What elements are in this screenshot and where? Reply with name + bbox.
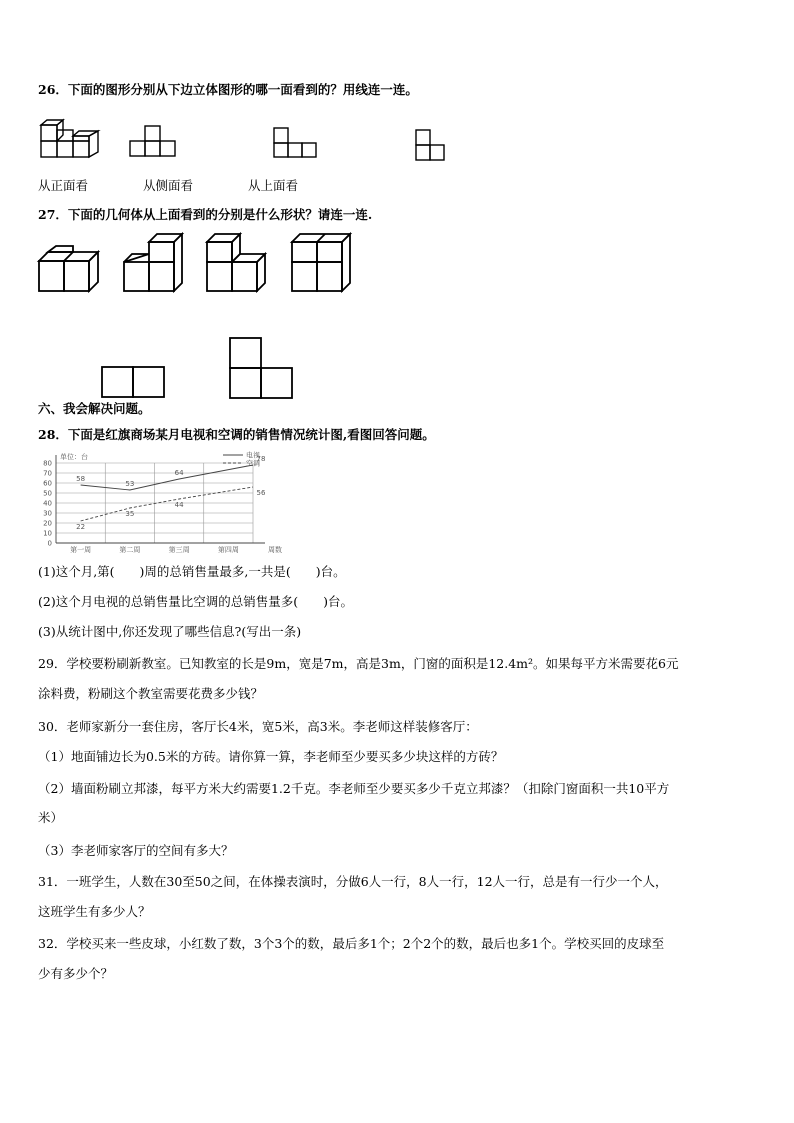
- sales-line-chart: [38, 451, 298, 555]
- q29-line1: 29．学校要粉刷新教室。已知教室的长是9m，宽是7m，高是3m，门窗的面积是12.4m²。如果每平方米需要花6元: [38, 656, 679, 671]
- q27-solid-1: [38, 244, 102, 294]
- y-tick-label: 0: [47, 539, 52, 548]
- data-label: 64: [174, 469, 184, 477]
- q31-line2: 这班学生有多少人？: [38, 904, 151, 919]
- q26-view-a: [130, 124, 180, 160]
- q28-sub2: (2)这个月电视的总销售量比空调的总销售量多( )台。: [38, 594, 353, 609]
- q26-view-b: [272, 126, 322, 160]
- y-tick-label: 80: [43, 459, 52, 468]
- q30-sub3: （3）李老师家客厅的空间有多大？: [38, 843, 234, 858]
- data-label: 56: [256, 489, 266, 497]
- y-tick-label: 10: [43, 529, 52, 538]
- q27-top-view-a: [101, 366, 167, 400]
- q30-sub1: （1）地面铺边长为0.5米的方砖。请你算一算，李老师至少要买多少块这样的方砖？: [38, 749, 504, 764]
- q30-sub2-line2: 米）: [38, 810, 64, 825]
- q26-view-c: [414, 128, 454, 164]
- q29-line2: 涂料费，粉刷这个教室需要花费多少钱？: [38, 686, 264, 701]
- q27-solid-4: [290, 232, 356, 294]
- q26-view-label-side: 从侧面看: [143, 178, 194, 193]
- q27-solid-3: [205, 232, 271, 294]
- q26-title: 26．下面的图形分别从下边立体图形的哪一面看到的？用线连一连。: [38, 82, 418, 97]
- q27-top-view-b: [229, 337, 295, 401]
- x-axis-label: 周数: [268, 546, 282, 554]
- section-6-heading: 六、我会解决问题。: [38, 401, 151, 416]
- series-line-0: [81, 465, 253, 490]
- legend-label: 电视: [246, 451, 260, 460]
- data-label: 22: [76, 523, 86, 531]
- x-tick-label: 第一周: [70, 546, 92, 554]
- x-tick-label: 第四周: [217, 546, 239, 554]
- y-tick-label: 60: [43, 479, 52, 488]
- q31-line1: 31．一班学生，人数在30至50之间，在体操表演时，分做6人一行，8人一行，12人一行，总是有一行少一个人，: [38, 874, 668, 889]
- q26-view-label-top: 从上面看: [248, 178, 299, 193]
- q28-title: 28．下面是红旗商场某月电视和空调的销售情况统计图,看图回答问题。: [38, 427, 435, 442]
- q26-solid-figure: [38, 118, 102, 160]
- series-line-1: [81, 487, 253, 521]
- y-tick-label: 70: [43, 469, 52, 478]
- legend-label: 空调: [246, 459, 260, 468]
- y-tick-label: 50: [43, 489, 52, 498]
- y-tick-label: 20: [43, 519, 52, 528]
- chart-unit-label: 单位：台: [60, 453, 88, 461]
- q28-sub1: (1)这个月,第( )周的总销售量最多,一共是( )台。: [38, 564, 346, 579]
- data-label: 35: [125, 510, 135, 518]
- q27-solid-2: [122, 232, 188, 294]
- q32-line2: 少有多少个？: [38, 966, 114, 981]
- data-label: 58: [76, 475, 86, 483]
- q26-view-label-front: 从正面看: [38, 178, 89, 193]
- y-tick-label: 40: [43, 499, 52, 508]
- y-tick-label: 30: [43, 509, 52, 518]
- data-label: 78: [256, 455, 266, 463]
- data-label: 44: [174, 501, 184, 509]
- q28-sub3: (3)从统计图中,你还发现了哪些信息?(写出一条): [38, 624, 302, 639]
- q30-sub2-line1: （2）墙面粉刷立邦漆，每平方米大约需要1.2千克。李老师至少要买多少千克立邦漆？（扣除门窗面积一共10平方: [38, 781, 670, 796]
- q27-title: 27．下面的几何体从上面看到的分别是什么形状？请连一连.: [38, 207, 373, 222]
- x-tick-label: 第三周: [168, 546, 190, 554]
- x-tick-label: 第二周: [119, 546, 141, 554]
- q32-line1: 32．学校买来一些皮球，小红数了数，3个3个的数，最后多1个；2个2个的数，最后也多1个。学校买回的皮球至: [38, 936, 665, 951]
- data-label: 53: [125, 480, 135, 488]
- q30-title: 30．老师家新分一套住房，客厅长4米，宽5米，高3米。李老师这样装修客厅：: [38, 719, 478, 734]
